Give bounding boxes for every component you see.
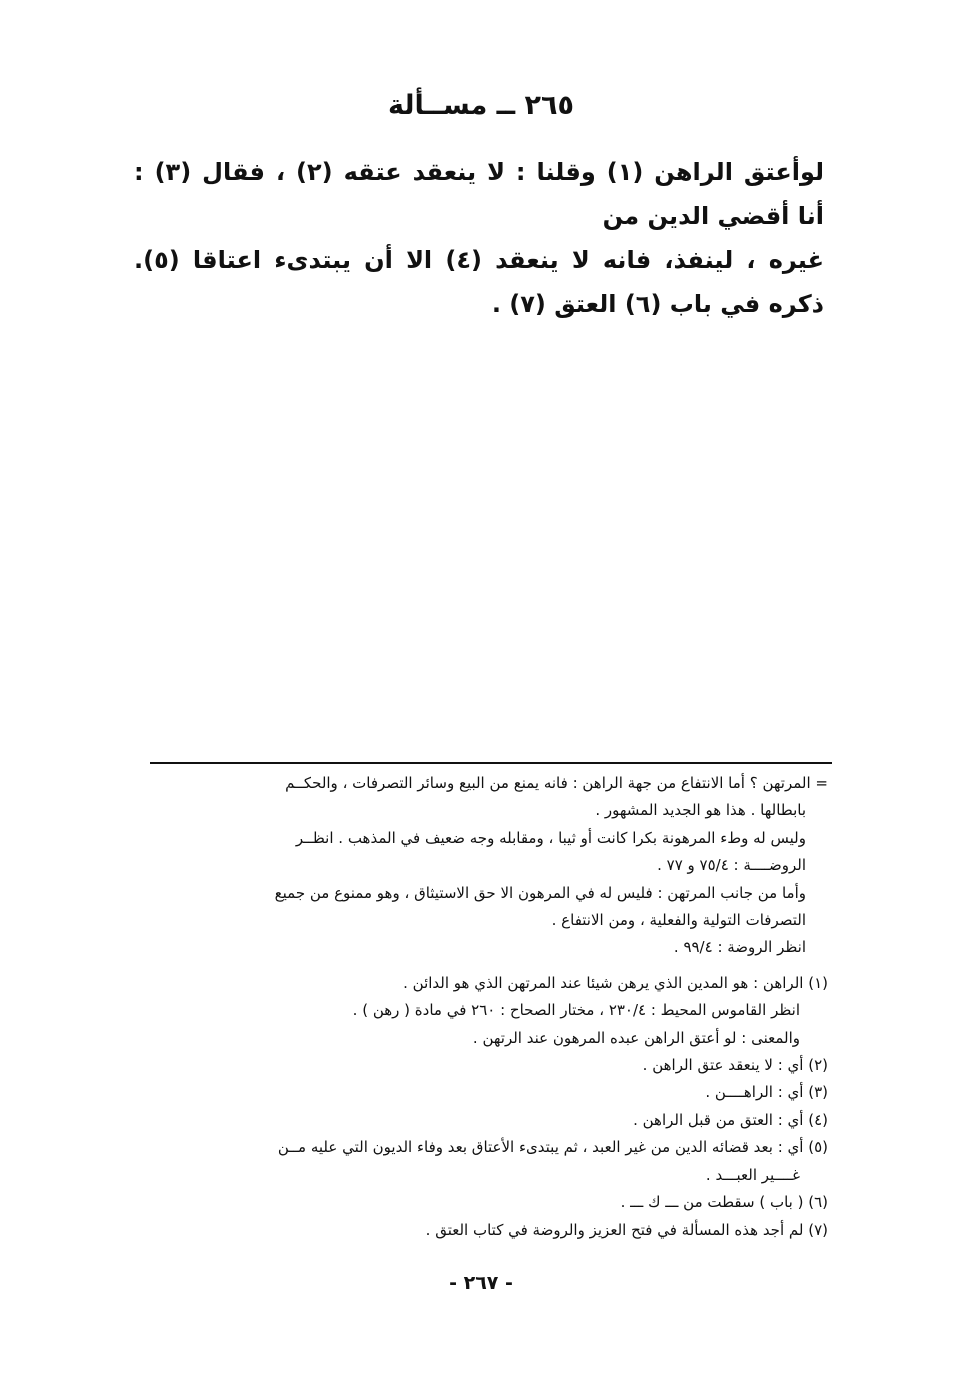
footnote-6: (٦) ( باب ) سقطت من ـــ ك ـــ . bbox=[620, 1193, 828, 1212]
continuation-note-line: بابطالها . هذا هو الجديد المشهور . bbox=[595, 801, 806, 820]
main-paragraph bbox=[134, 150, 824, 326]
footnote-2: (٢) أي : لا ينعقد عتق الراهن . bbox=[642, 1056, 828, 1075]
footnote-3: (٣) أي : الراهــــن . bbox=[705, 1083, 828, 1102]
main-text-line: غيره ، لينفذ، فانه لا ينعقد (٤) الا أن يبتدىء اعتاقا (٥). ذكره في باب (٦) العتق (٧) . bbox=[134, 246, 824, 318]
spacer bbox=[128, 962, 828, 970]
page-number: - ٢٦٧ - bbox=[449, 1272, 513, 1294]
section-heading: ٢٦٥ ــ مســألة bbox=[387, 90, 574, 121]
continuation-note-line: التصرفات التولية والفعلية ، ومن الانتفاع . bbox=[551, 911, 806, 930]
footnote-4: (٤) أي : العتق من قبل الراهن . bbox=[633, 1110, 828, 1129]
continuation-note-line: الروضــــة : ٧٥/٤ و ٧٧ . bbox=[657, 856, 806, 875]
footnote-line: والمعنى : لو أعتق الراهن عبده المرهون عند الرتهن . bbox=[472, 1028, 800, 1047]
footnote-line: غــــير العبـــد . bbox=[705, 1165, 800, 1184]
continuation-note-line: = المرتهن ؟ أما الانتفاع من جهة الراهن : فانه يمنع من البيع وسائر التصرفات ، والحكــم bbox=[285, 774, 828, 792]
footnote-line: انظر القاموس المحيط : ٢٣٠/٤ ، مختار الصحاح : ٢٦٠ في مادة ( رهن ) . bbox=[352, 1001, 800, 1020]
main-text-line: لوأعتق الراهن (١) وقلنا : لا ينعقد عتقه (٢) ، فقال (٣) : أنا أقضي الدين من bbox=[134, 158, 825, 230]
continuation-note-line: انظر الروضة : ٩٩/٤ . bbox=[673, 938, 806, 957]
footnote-7: (٧) لم أجد هذه المسألة في فتح العزيز والروضة في كتاب العتق . bbox=[425, 1220, 828, 1239]
continuation-note-line: وأما من جانب المرتهن : فليس له في المرهون الا حق الاستيثاق ، وهو ممنوع من جميع bbox=[274, 883, 806, 902]
footnote-5: (٥) أي : بعد قضائه الدين من غير العبد ، ثم يبتدىء الأعتاق بعد وفاء الديون التي عليه مــن bbox=[277, 1138, 828, 1157]
footnote-1: (١) الراهن : هو المدين الذي يرهن شيئا عند المرتهن الذي هو الدائن . bbox=[403, 973, 828, 992]
footnote-separator bbox=[150, 762, 832, 764]
continuation-note-line: وليس له وطء المرهونة بكرا كانت أو ثيبا ، ومقابله وجه ضعيف في المذهب . انظــر bbox=[295, 828, 806, 847]
footnotes-section bbox=[128, 770, 828, 1244]
